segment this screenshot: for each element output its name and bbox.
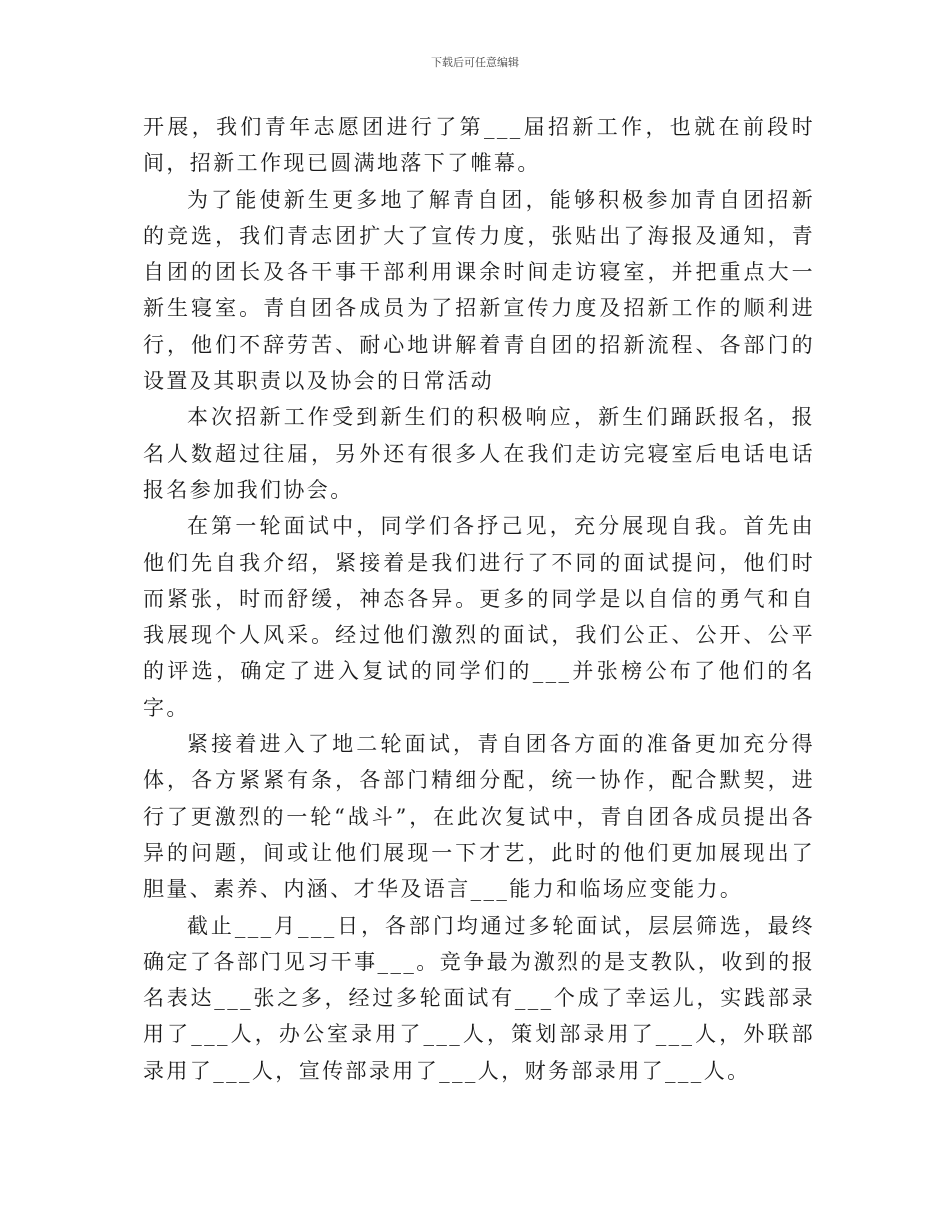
paragraph-4: 在第一轮面试中，同学们各抒己见，充分展现自我。首先由他们先自我介绍，紧接着是我们进行了不同的面试提问，他们时而紧张，时而舒缓，神态各异。更多的同学是以自信的勇气和自我展现个人风采。经过他们激烈的面试，我们公正、公开、公平的评选，确定了进入复试的同学们的___并张榜公布了他们的名字。 (143, 514, 815, 720)
paragraph-6: 截止___月___日，各部门均通过多轮面试，层层筛选，最终确定了各部门见习干事___。竞争最为激烈的是支教队，收到的报名表达___张之多，经过多轮面试有___个成了幸运儿，实践部录用了___人，办公室录用了___人，策划部录用了___人，外联部录用了___人，宣传部录用了___人，财务部录用了___人。 (143, 913, 815, 1083)
paragraph-5: 紧接着进入了地二轮面试，青自团各方面的准备更加充分得体，各方紧紧有条，各部门精细分配，统一协作，配合默契，进行了更激烈的一轮“战斗”，在此次复试中，青自团各成员提出各异的问题，间或让他们展现一下才艺，此时的他们更加展现出了胆量、素养、内涵、才华及语言___能力和临场应变能力。 (143, 732, 815, 902)
body-text (143, 109, 815, 1089)
paragraph-1: 开展，我们青年志愿团进行了第___届招新工作，也就在前段时间，招新工作现已圆满地落下了帷幕。 (143, 115, 815, 176)
paragraph-3: 本次招新工作受到新生们的积极响应，新生们踊跃报名，报名人数超过往届，另外还有很多人在我们走访完寝室后电话电话报名参加我们协会。 (143, 405, 815, 502)
header-note: 下载后可任意编辑 (431, 56, 519, 69)
paragraph-2: 为了能使新生更多地了解青自团，能够积极参加青自团招新的竞选，我们青志团扩大了宣传力度，张贴出了海报及通知，青自团的团长及各干事干部利用课余时间走访寝室，并把重点大一新生寝室。青自团各成员为了招新宣传力度及招新工作的顺利进行，他们不辞劳苦、耐心地讲解着青自团的招新流程、各部门的设置及其职责以及协会的日常活动 (143, 187, 815, 394)
